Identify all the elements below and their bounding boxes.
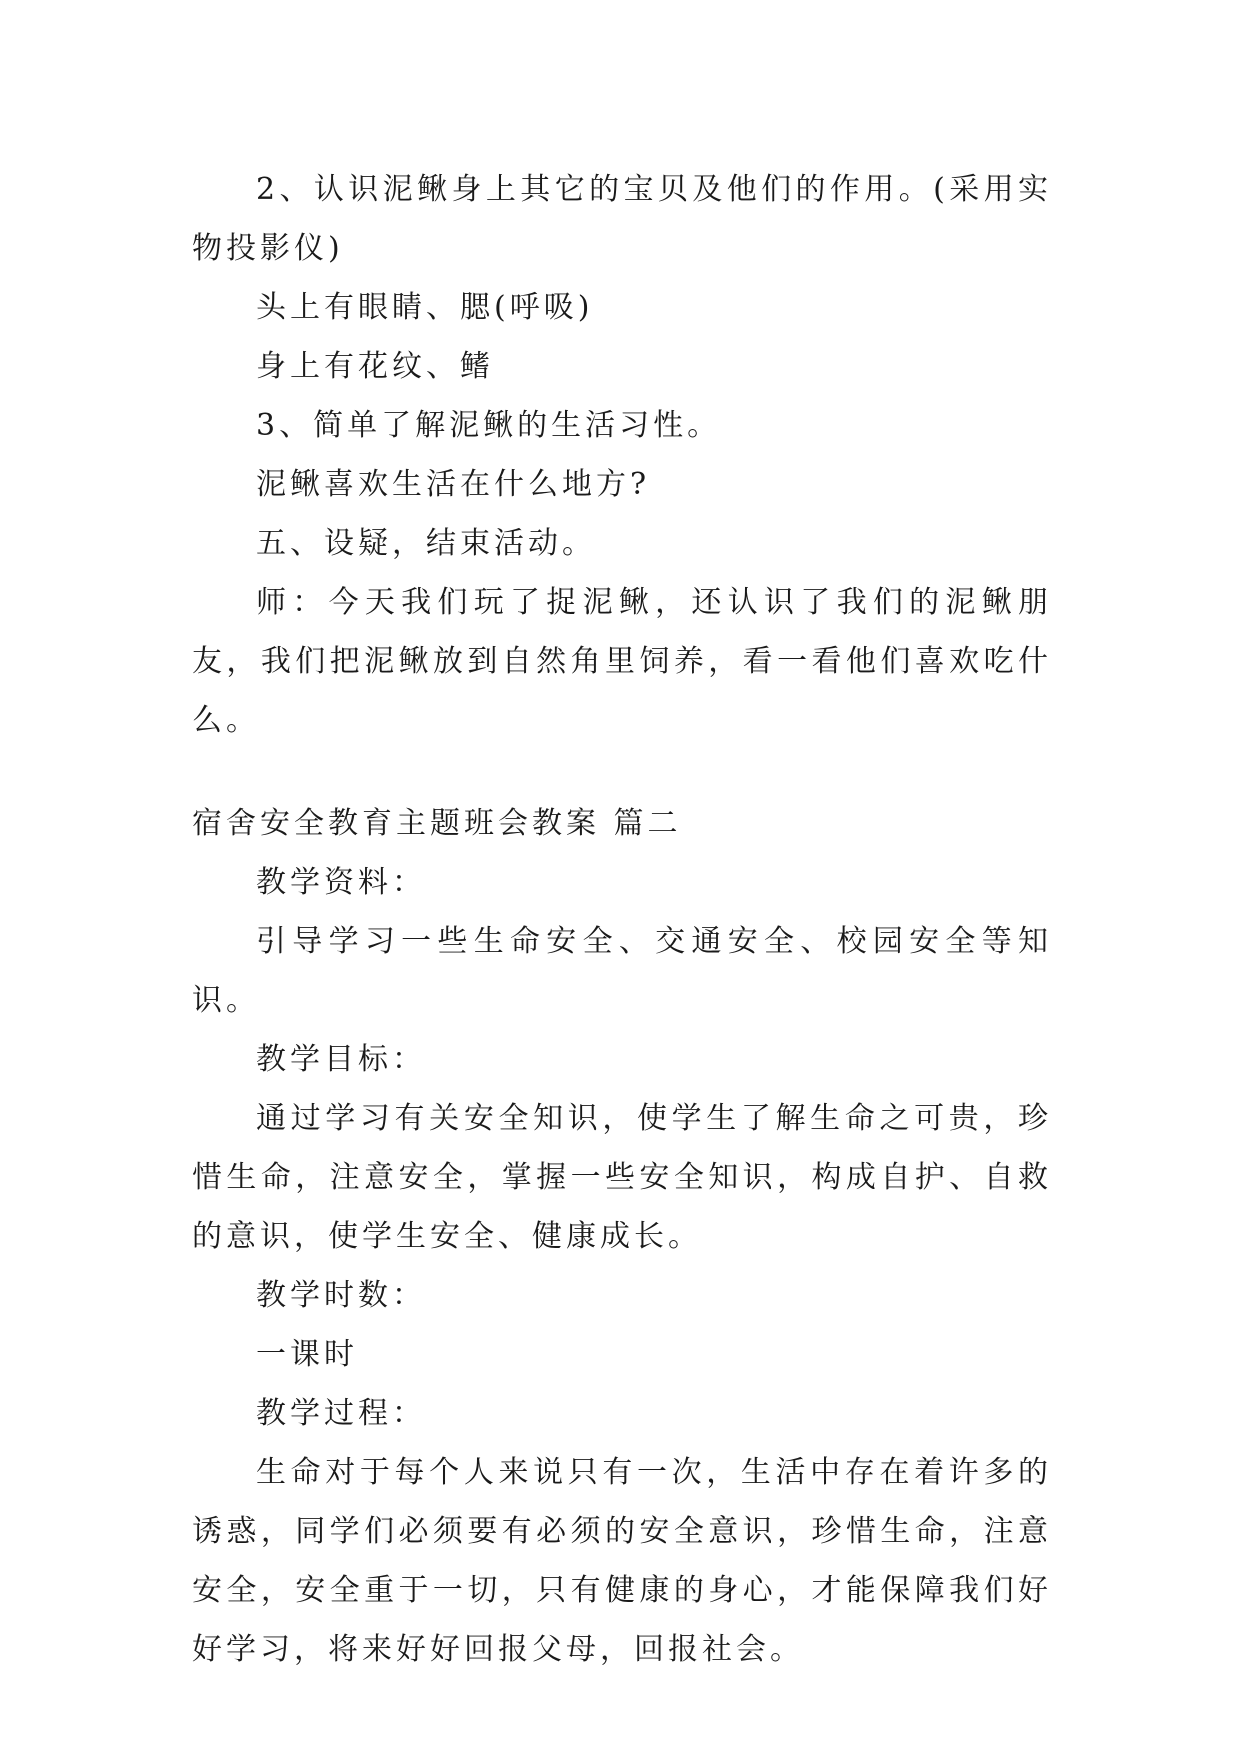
paragraph-goals-body: 通过学习有关安全知识，使学生了解生命之可贵，珍惜生命，注意安全，掌握一些安全知识，构成自护、自救的意识，使学生安全、健康成长。 [192, 1101, 1052, 1254]
paragraph-materials-heading: 教学资料： [256, 865, 426, 900]
document-body [192, 160, 1052, 1679]
paragraph-process-body: 生命对于每个人来说只有一次，生活中存在着许多的诱惑，同学们必须要有必须的安全意识，珍惜生命，注意安全，安全重于一切，只有健康的身心，才能保障我们好好学习，将来好好回报父母，回报社会。 [192, 1455, 1052, 1667]
paragraph-body-parts: 身上有花纹、鳍 [256, 349, 494, 384]
paragraph-habitat-question: 泥鳅喜欢生活在什么地方? [256, 467, 651, 502]
paragraph-hours-heading: 教学时数： [256, 1278, 426, 1313]
paragraph-goals-heading: 教学目标： [256, 1042, 426, 1077]
paragraph-process-heading: 教学过程： [256, 1396, 426, 1431]
paragraph-habits: 3、简单了解泥鳅的生活习性。 [256, 408, 722, 443]
paragraph-head-parts: 头上有眼睛、腮(呼吸) [256, 290, 594, 325]
paragraph-materials-body: 引导学习一些生命安全、交通安全、校园安全等知识。 [192, 924, 1052, 1018]
paragraph-identify-parts: 2、认识泥鳅身上其它的宝贝及他们的作用。(采用实物投影仪) [192, 172, 1052, 266]
paragraph-hours-body: 一课时 [256, 1337, 358, 1372]
paragraph-teacher-closing: 师：今天我们玩了捉泥鳅，还认识了我们的泥鳅朋友，我们把泥鳅放到自然角里饲养，看一看他们喜欢吃什么。 [192, 585, 1052, 738]
paragraph-end-activity: 五、设疑，结束活动。 [256, 526, 596, 561]
section-title: 宿舍安全教育主题班会教案 篇二 [192, 806, 682, 841]
